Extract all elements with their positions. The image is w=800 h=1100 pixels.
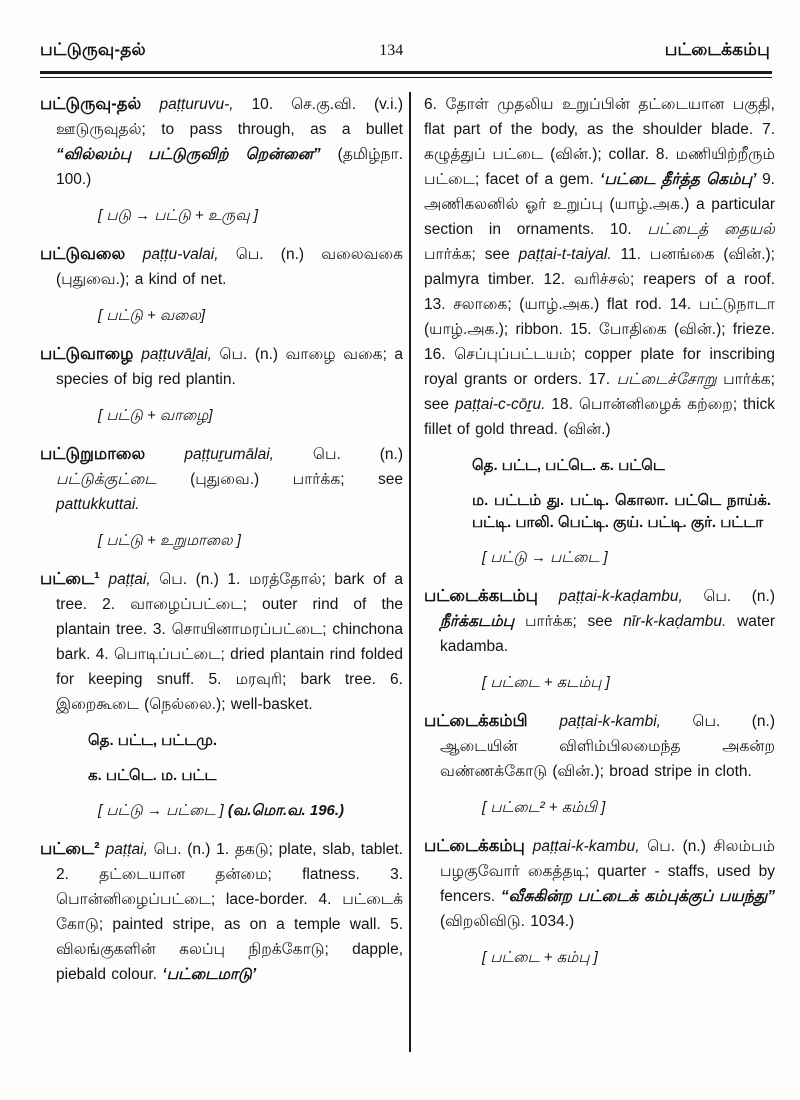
etymology: [ படு → பட்டு + உருவு ]	[98, 207, 259, 224]
page-number: 134	[379, 42, 404, 59]
entry-patturumalai	[40, 442, 403, 552]
entry-pattuvalai	[40, 242, 403, 327]
header-rule	[40, 71, 772, 78]
header-right-guideword: பட்டைக்கம்பு	[664, 40, 770, 59]
entry-text: பட்டுருவு-தல் paṭṭuruvu-, 10. செ.கு.வி. (v.i.) ஊடுருவுதல்; to pass through, as a bullet “வில்லம்பு பட்டுருவிற் றென்னை” (தமிழ்நா. 100.)	[40, 95, 403, 188]
entry-pattai-2-continuation	[424, 92, 775, 569]
header-left-guideword: பட்டுருவு-தல்	[40, 40, 146, 59]
entry-pattai-2	[40, 837, 403, 987]
entry-continuation-text: 6. தோள் முதலிய உறுப்பின் தட்டையான பகுதி, flat part of the body, as the shoulder blade. 7. கழுத்துப் பட்டை (வின்.); collar. 8. மணியிற்றீரும் பட்டை; facet of a gem. ‘பட்டை தீர்த்த கெம்பு’ 9. அணிகலனில் ஓர் உறுப்பு (யாழ்.அக.) a particular section in ornaments. 10. பட்டைத் தையல் பார்க்க; see paṭṭai-t-taiyal. 11. பனங்கை (வின்.); palmyra timber. 12. வரிச்சல்; reapers of a roof. 13. சலாகை; (யாழ்.அக.) flat rod. 14. பட்டுநாடா (யாழ்.அக.); ribbon. 15. போதிகை (வின்.); frieze. 16. செப்புப்பட்டயம்; copper plate for inscribing royal grants or orders. 17. பட்டைச்சோறு பார்க்க; see paṭṭai-c-cōṟu. 18. பொன்னிழைக் கற்றை; thick fillet of gold thread. (வின்.)	[424, 96, 775, 438]
etymology: [ பட்டு + வாழை]	[98, 407, 213, 424]
entry-text: பட்டுறுமாலை paṭṭuṟumālai, பெ. (n.) பட்டுக்குட்டை (புதுவை.) பார்க்க; see pattukkuttai.	[40, 445, 403, 513]
etymology: [ பட்டை + கம்பு ]	[482, 949, 598, 966]
cognates-line: க. பட்டெ. ம. பட்ட	[88, 767, 217, 784]
etymology: [ பட்டு + வலை]	[98, 307, 206, 324]
entry-text: பட்டைக்கம்பி paṭṭai-k-kambi, பெ. (n.) ஆடையின் விளிம்பிலமைந்த அகன்ற வண்ணக்கோடு (வின்.); broad stripe in cloth.	[424, 712, 775, 780]
cognates-line: ம. பட்டம் து. பட்டி. கொலா. பட்டெ நாய்க். பட்டி. பாலி. பெட்டி. குய். பட்டி. குர். பட்டா	[472, 492, 771, 531]
page-header	[40, 40, 770, 62]
entry-pattai-1	[40, 567, 403, 822]
cognates-line: தெ. பட்ட, பட்டமு.	[88, 732, 218, 749]
etymology: [ பட்டை² + கம்பி ]	[482, 799, 606, 816]
etymology: [ பட்டு + உறுமாலை ]	[98, 532, 241, 549]
entry-text: பட்டுவாழை paṭṭuvāḻai, பெ. (n.) வாழை வகை; a species of big red plantin.	[40, 345, 403, 388]
cognates-line: தெ. பட்ட, பட்டெ. க. பட்டெ	[472, 457, 665, 474]
entry-patturuvu-tal	[40, 92, 403, 227]
right-column	[411, 92, 775, 1052]
entry-text: பட்டைக்கடம்பு paṭṭai-k-kaḍambu, பெ. (n.) நீர்க்கடம்பு பார்க்க; see nīr-k-kaḍambu. water kadamba.	[424, 587, 775, 655]
etymology: [ பட்டை + கடம்பு ]	[482, 674, 610, 691]
etymology: [ பட்டு → பட்டை ] (வ.மொ.வ. 196.)	[98, 802, 345, 819]
entry-text: பட்டைக்கம்பு paṭṭai-k-kambu, பெ. (n.) சிலம்பம் பழகுவோர் கைத்தடி; quarter - staffs, used by fencers. “வீசுகின்ற பட்டைக் கம்புக்குப் பயந்து” (விறலிவிடு. 1034.)	[424, 837, 775, 930]
entry-pattuvalzhai	[40, 342, 403, 427]
entry-text: பட்டை¹ paṭṭai, பெ. (n.) 1. மரத்தோல்; bark of a tree. 2. வாழைப்பட்டை; outer rind of the plantain tree. 3. சொயினாமரப்பட்டை; chinchona bark. 4. பொடிப்பட்டை; dried plantain rind folded for keeping snuff. 5. மரவுரி; bark tree. 6. இறைகூடை (நெல்லை.); well-basket.	[40, 570, 403, 713]
entry-pattai-k-kadambu	[424, 584, 775, 694]
two-column-text-area	[40, 92, 775, 1052]
entry-text: பட்டை² paṭṭai, பெ. (n.) 1. தகடு; plate, slab, tablet. 2. தட்டையான தன்மை; flatness. 3. பொன்னிழைப்பட்டை; lace-border. 4. பட்டைக் கோடு; painted stripe, as on a temple wall. 5. விலங்குகளின் கலப்பு நிறக்கோடு; dapple, piebald colour. ‘பட்டைமாடு’	[40, 840, 403, 983]
entry-pattai-k-kambi	[424, 709, 775, 819]
entry-pattai-k-kambu	[424, 834, 775, 969]
entry-text: பட்டுவலை paṭṭu-valai, பெ. (n.) வலைவகை (புதுவை.); a kind of net.	[40, 245, 403, 288]
left-column	[40, 92, 403, 1052]
etymology: [ பட்டு → பட்டை ]	[482, 549, 608, 566]
